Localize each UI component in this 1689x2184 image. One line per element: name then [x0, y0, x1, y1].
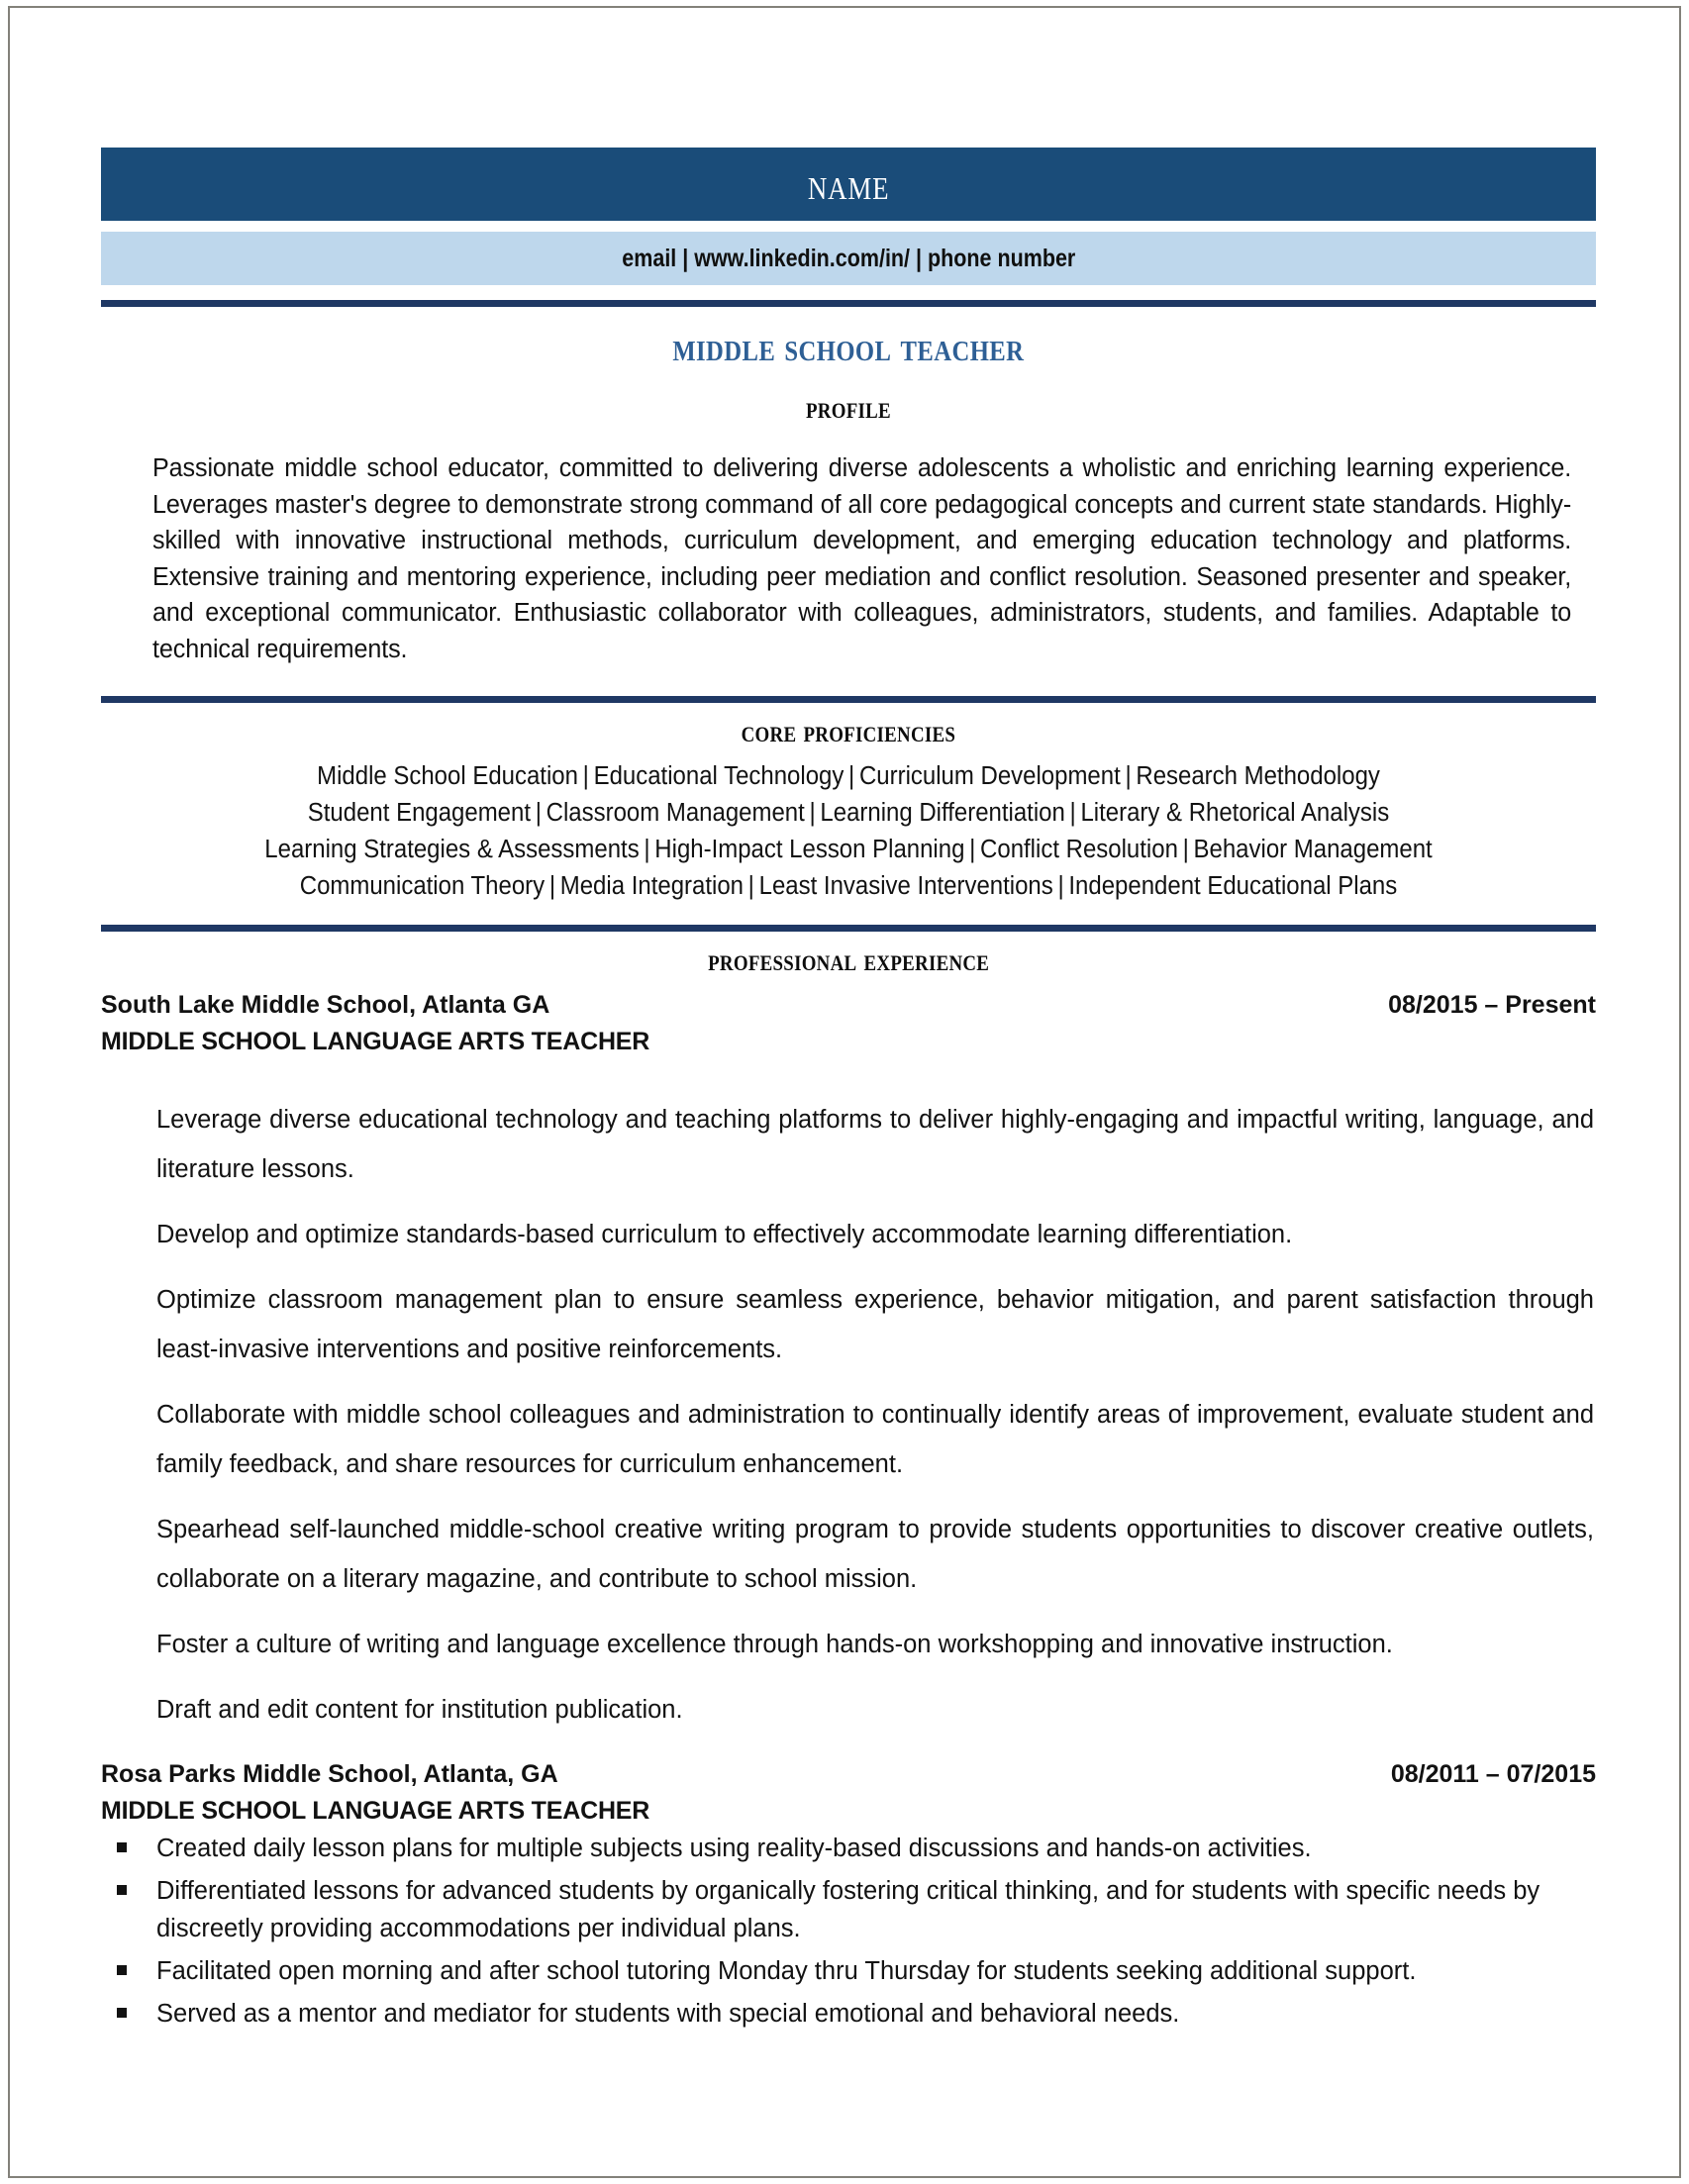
core-proficiency-item: Literary & Rhetorical Analysis [1080, 799, 1390, 827]
core-proficiency-separator: | [969, 836, 976, 863]
core-proficiency-separator: | [582, 762, 589, 790]
target-job-title [101, 323, 1596, 370]
experience-bullet-text: Served as a mentor and mediator for students with special emotional and behavioral needs. [156, 2000, 1180, 2028]
core-proficiency-separator: | [1182, 836, 1189, 863]
core-proficiencies-row [146, 868, 1550, 905]
core-proficiency-item: Educational Technology [593, 762, 844, 790]
core-proficiency-separator: | [809, 799, 816, 827]
core-proficiency-separator: | [1057, 872, 1064, 900]
experience-bullet: Develop and optimize standards-based curriculum to effectively accommodate learning differentiation. [156, 1221, 1293, 1248]
core-proficiency-separator: | [1069, 799, 1076, 827]
experience-bullet-text: Created daily lesson plans for multiple subjects using reality-based discussions and hands-on activities. [156, 1835, 1312, 1862]
section-heading-profile-text: profile [806, 389, 891, 425]
experience-entry-2-organization: Rosa Parks Middle School, Atlanta, GA [101, 1760, 558, 1788]
experience-bullet [109, 1995, 1594, 2033]
core-proficiency-item: Least Invasive Interventions [758, 872, 1053, 900]
experience-bullet-text: Facilitated open morning and after school tutoring Monday thru Thursday for students seeking additional support. [156, 1957, 1417, 1985]
square-bullet-icon [117, 2008, 127, 2018]
contact-line: email | www.linkedin.com/in/ | phone number [621, 244, 1076, 272]
core-proficiency-item: Learning Differentiation [820, 799, 1065, 827]
contact-banner [101, 232, 1596, 285]
candidate-name: name [807, 158, 890, 209]
core-proficiency-item: Curriculum Development [858, 762, 1121, 790]
core-proficiency-item: Learning Strategies & Assessments [264, 836, 640, 863]
resume-sheet [10, 8, 1679, 2176]
section-divider-top [101, 300, 1596, 307]
core-proficiency-separator: | [848, 762, 855, 790]
experience-bullet-text: Differentiated lessons for advanced students by organically fostering critical thinking, and for students with specific needs by discreetly providing accommodations per individual plans. [156, 1877, 1540, 1942]
core-proficiency-separator: | [747, 872, 754, 900]
experience-entry-2-bullets [109, 1830, 1594, 2037]
core-proficiency-item: High-Impact Lesson Planning [654, 836, 965, 863]
experience-entry-1-header [101, 987, 1596, 1024]
experience-bullet: Optimize classroom management plan to ensure seamless experience, behavior mitigation, and parent satisfaction through least-invasive interventions and positive reinforcements. [156, 1286, 1594, 1363]
experience-bullet: Collaborate with middle school colleagues and administration to continually identify areas of improvement, evaluate student and family feedback, and share resources for curriculum enhancement. [156, 1401, 1594, 1478]
core-proficiency-item: Media Integration [559, 872, 744, 900]
experience-entry-2-header [101, 1756, 1596, 1793]
core-proficiencies-list [101, 758, 1596, 905]
core-proficiency-item: Research Methodology [1136, 762, 1380, 790]
core-proficiencies-row [146, 758, 1550, 795]
experience-bullet [109, 1952, 1594, 1990]
section-divider-core [101, 696, 1596, 703]
core-proficiency-item: Conflict Resolution [980, 836, 1178, 863]
core-proficiency-item: Middle School Education [317, 762, 578, 790]
core-proficiency-item: Behavior Management [1193, 836, 1433, 863]
square-bullet-icon [117, 1965, 127, 1975]
core-proficiency-item: Classroom Management [546, 799, 805, 827]
square-bullet-icon [117, 1885, 127, 1895]
profile-paragraph [152, 450, 1593, 667]
core-proficiency-separator: | [548, 872, 556, 900]
experience-bullet [109, 1830, 1594, 1867]
experience-entry-1-role: MIDDLE SCHOOL LANGUAGE ARTS TEACHER [101, 1028, 650, 1055]
experience-entry-1-dates: 08/2015 – Present [1388, 991, 1596, 1019]
resume-page [8, 6, 1681, 2178]
core-proficiencies-row [146, 832, 1550, 868]
experience-entry-2-dates: 08/2011 – 07/2015 [1390, 1760, 1596, 1788]
core-proficiency-separator: | [535, 799, 542, 827]
experience-entry-1-organization: South Lake Middle School, Atlanta GA [101, 991, 550, 1019]
section-heading-experience [101, 942, 1596, 978]
target-job-title-text: middle school teacher [672, 324, 1025, 369]
core-proficiencies-row [146, 795, 1550, 832]
experience-entry-1 [101, 987, 1596, 1060]
core-proficiency-item: Student Engagement [307, 799, 532, 827]
square-bullet-icon [117, 1842, 127, 1852]
section-heading-profile [101, 389, 1596, 426]
section-heading-core-proficiencies-text: core proficiencies [741, 713, 956, 748]
core-proficiency-item: Communication Theory [299, 872, 546, 900]
experience-bullet: Spearhead self-launched middle-school creative writing program to provide students opportunities to discover creative outlets, collaborate on a literary magazine, and contribute to school mission. [156, 1516, 1594, 1593]
section-heading-experience-text: professional experience [707, 942, 990, 977]
experience-entry-2-role: MIDDLE SCHOOL LANGUAGE ARTS TEACHER [101, 1797, 650, 1825]
experience-bullet: Leverage diverse educational technology and teaching platforms to deliver highly-engaging and impactful writing, language, and literature lessons. [156, 1106, 1594, 1183]
experience-bullet [109, 1872, 1594, 1947]
experience-entry-1-bullets [156, 1095, 1594, 1735]
name-banner [101, 148, 1596, 221]
profile-text: Passionate middle school educator, committed to delivering diverse adolescents a wholistic and enriching learning experience. Leverages master's degree to demonstrate strong command of all core pedagogical concepts and current state standards. Highly-skilled with innovative instructional methods, curriculum development, and emerging education technology and platforms. Extensive training and mentoring experience, including peer mediation and conflict resolution. Seasoned presenter and speaker, and exceptional communicator. Enthusiastic collaborator with colleagues, administrators, students, and families. Adaptable to technical requirements. [152, 454, 1572, 663]
core-proficiency-separator: | [644, 836, 650, 863]
section-divider-experience [101, 925, 1596, 932]
experience-bullet: Foster a culture of writing and language excellence through hands-on workshopping and innovative instruction. [156, 1631, 1393, 1658]
core-proficiency-item: Independent Educational Plans [1068, 872, 1398, 900]
core-proficiency-separator: | [1125, 762, 1132, 790]
experience-entry-2 [101, 1756, 1596, 1830]
section-heading-core-proficiencies [101, 713, 1596, 749]
experience-bullet: Draft and edit content for institution publication. [156, 1696, 683, 1724]
